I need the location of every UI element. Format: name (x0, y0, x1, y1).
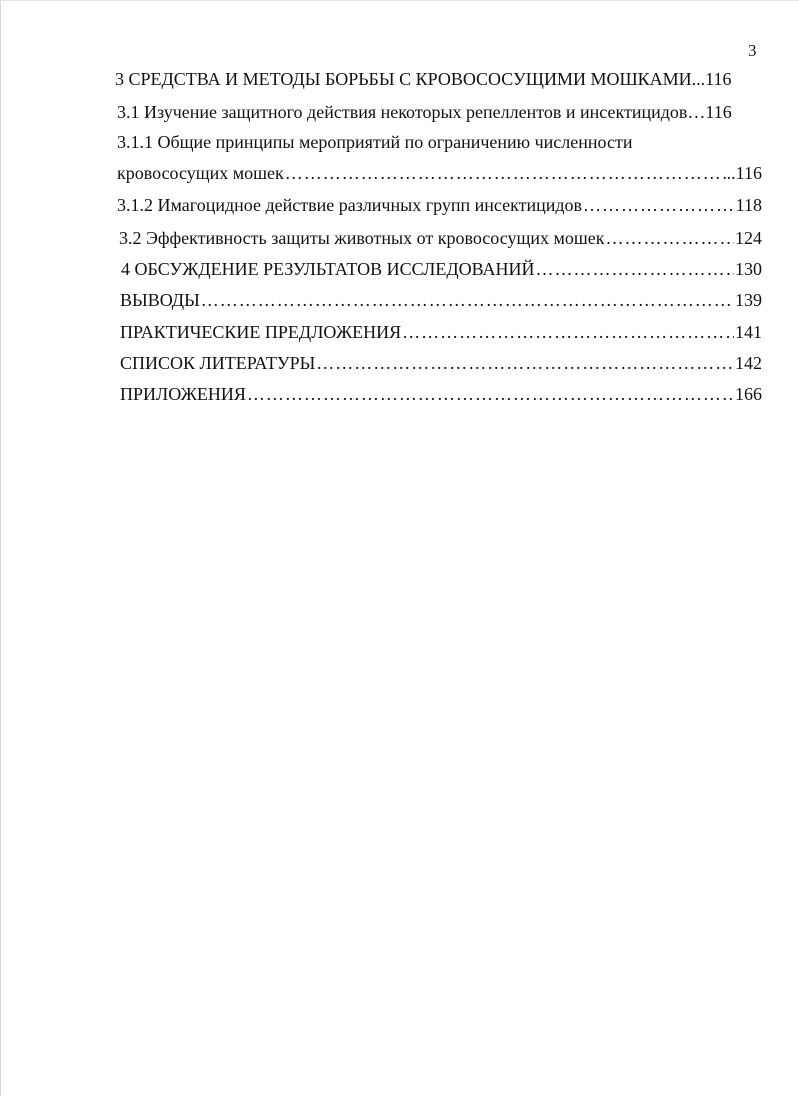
toc-entry-chapter-3[interactable] (115, 68, 763, 92)
toc-leader-dots (605, 227, 734, 249)
toc-entry-page: 118 (735, 195, 762, 215)
toc-entry-title: 3.1.2 Имагоцидное действие различных групп инсектицидов (117, 195, 583, 215)
toc-entry-references[interactable] (120, 352, 762, 376)
toc-entry-chapter-4[interactable] (121, 258, 762, 282)
toc-entry-page: 141 (735, 322, 762, 342)
toc-entry-appendices[interactable] (120, 383, 762, 407)
toc-entry-page: 142 (735, 353, 762, 373)
toc-entry-practical-proposals[interactable] (120, 321, 762, 345)
toc-entry-section-3-1[interactable] (117, 101, 760, 125)
toc-entry-page: ..116 (726, 163, 762, 183)
toc-entry-section-3-1-1[interactable] (117, 131, 760, 155)
toc-leader-dots (247, 383, 734, 405)
toc-entry-title: СПИСОК ЛИТЕРАТУРЫ (120, 353, 316, 373)
toc-entry-title: ВЫВОДЫ (120, 290, 200, 310)
toc-entry-section-3-2[interactable] (119, 227, 762, 251)
toc-entry-title: 3.2 Эффективность защиты животных от кровососущих мошек (119, 228, 605, 248)
toc-entry-page: 139 (735, 290, 762, 310)
page-number: 3 (748, 41, 757, 60)
toc-leader-dots (316, 352, 734, 374)
toc-entry-conclusions[interactable] (120, 289, 762, 313)
toc-leader-dots (285, 162, 726, 184)
toc-entry-page: 124 (735, 228, 762, 248)
toc-entry-section-3-1-2[interactable] (117, 194, 762, 218)
toc-entry-page: ...116 (691, 69, 732, 89)
toc-entry-title: ПРИЛОЖЕНИЯ (120, 384, 246, 404)
toc-leader-dots (402, 321, 734, 343)
toc-leader-dots (583, 194, 735, 216)
toc-entry-title: 3.1 Изучение защитного действия некоторых репеллентов и инсектицидов (117, 102, 688, 122)
toc-entry-title: 3 СРЕДСТВА И МЕТОДЫ БОРЬБЫ С КРОВОСОСУЩИМИ МОШКАМИ (115, 69, 692, 89)
toc-entry-page: 166 (735, 384, 762, 404)
toc-entry-title: 4 ОБСУЖДЕНИЕ РЕЗУЛЬТАТОВ ИССЛЕДОВАНИЙ (121, 259, 535, 279)
toc-entry-title: ПРАКТИЧЕСКИЕ ПРЕДЛОЖЕНИЯ (120, 322, 402, 342)
toc-entry-title: 3.1.1 Общие принципы мероприятий по ограничению численности (117, 132, 633, 152)
toc-leader-dots (201, 289, 734, 311)
toc-leader-dots (536, 258, 734, 280)
toc-entry-page: 130 (735, 259, 762, 279)
toc-entry-page: …116 (687, 102, 732, 122)
toc-entry-section-3-1-1-continued[interactable] (117, 162, 762, 186)
toc-entry-title: кровососущих мошек (117, 163, 284, 183)
